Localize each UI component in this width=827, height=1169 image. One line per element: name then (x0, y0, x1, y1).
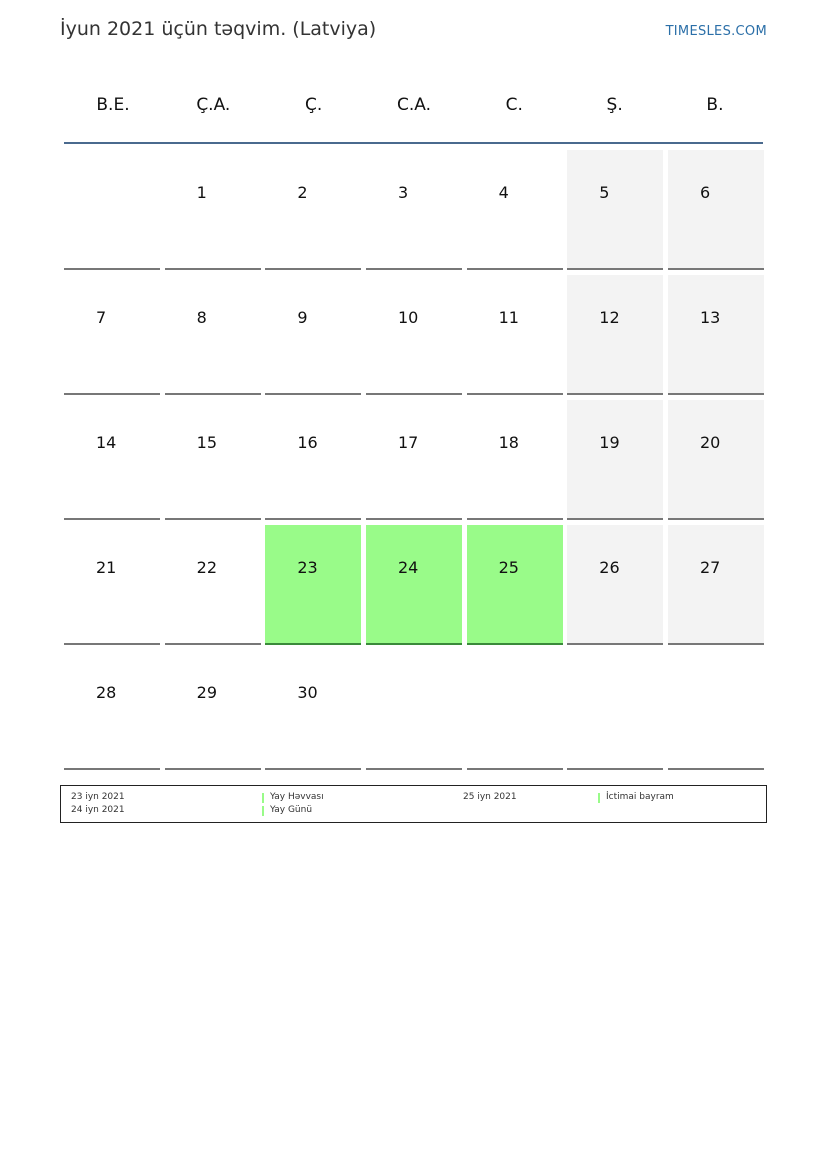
day-cell (366, 150, 462, 270)
holiday-legend (60, 785, 767, 823)
day-number: 28 (96, 683, 117, 702)
legend-date: 23 iyn 2021 (71, 792, 125, 802)
day-number: 13 (699, 308, 721, 327)
day-number: 15 (196, 433, 218, 452)
legend-date: 24 iyn 2021 (71, 805, 125, 815)
day-number: 27 (699, 558, 721, 577)
legend-holiday-name: Yay Günü (270, 805, 313, 815)
day-number: 22 (196, 558, 218, 577)
day-cell (265, 275, 361, 395)
day-number: 20 (699, 433, 721, 452)
day-number: 8 (196, 308, 207, 327)
day-cell (165, 400, 261, 520)
day-number: 16 (297, 433, 318, 452)
day-cell (668, 400, 764, 520)
day-number: 24 (397, 558, 419, 577)
legend-color-marker (262, 793, 264, 803)
weekday-label: Ç.A. (196, 95, 231, 115)
day-cell (366, 400, 462, 520)
brand-link[interactable]: TIMESLES.COM (665, 24, 767, 39)
weekday-label: C. (505, 95, 523, 115)
day-number: 23 (297, 558, 318, 577)
calendar-week (64, 275, 764, 395)
day-cell (467, 275, 563, 395)
day-number: 19 (599, 433, 620, 452)
weekday-label: B.E. (96, 95, 130, 115)
weekday-label: C.A. (396, 95, 431, 115)
day-cell (265, 150, 361, 270)
day-cell (265, 400, 361, 520)
header-divider (64, 142, 763, 144)
day-cell (567, 150, 663, 270)
legend-date: 25 iyn 2021 (463, 792, 517, 802)
day-number: 25 (498, 558, 519, 577)
empty-day-cell (567, 650, 663, 770)
day-number: 3 (397, 183, 409, 202)
day-cell (668, 525, 764, 645)
day-cell (567, 525, 663, 645)
legend-color-marker (598, 793, 600, 803)
calendar-week (64, 650, 764, 770)
day-number: 18 (498, 433, 519, 452)
empty-day-cell (64, 150, 160, 270)
day-cell (64, 525, 160, 645)
day-number: 6 (699, 183, 711, 202)
day-number: 2 (297, 183, 308, 202)
empty-day-cell (366, 650, 462, 770)
day-number: 4 (498, 183, 509, 202)
day-number: 1 (196, 183, 207, 202)
day-number: 9 (297, 308, 308, 327)
weekday-label: Ç. (305, 95, 323, 115)
empty-day-cell (467, 650, 563, 770)
day-number: 29 (196, 683, 218, 702)
calendar-week (64, 150, 764, 270)
legend-holiday-name: İctimai bayram (606, 792, 674, 802)
day-number: 26 (599, 558, 620, 577)
day-cell (64, 400, 160, 520)
day-cell (64, 275, 160, 395)
empty-day-cell (668, 650, 764, 770)
calendar-grid (64, 150, 764, 775)
day-cell (165, 150, 261, 270)
day-cell (668, 150, 764, 270)
day-number: 5 (599, 183, 610, 202)
weekday-label: Ş. (606, 95, 623, 115)
calendar-week (64, 400, 764, 520)
day-cell (467, 400, 563, 520)
day-cell (366, 275, 462, 395)
day-cell (165, 275, 261, 395)
day-number: 11 (498, 308, 519, 327)
day-number: 21 (96, 558, 117, 577)
day-number: 12 (599, 308, 620, 327)
day-number: 10 (397, 308, 419, 327)
calendar-week (64, 525, 764, 645)
holiday-day-cell (265, 525, 361, 645)
legend-holiday-name: Yay Həvvası (270, 792, 324, 802)
page-title: İyun 2021 üçün təqvim. (Latviya) (60, 18, 377, 40)
day-cell (64, 650, 160, 770)
holiday-day-cell (467, 525, 563, 645)
day-cell (567, 275, 663, 395)
day-number: 17 (397, 433, 419, 452)
day-cell (668, 275, 764, 395)
day-cell (265, 650, 361, 770)
day-number: 30 (297, 683, 318, 702)
day-number: 14 (96, 433, 117, 452)
legend-color-marker (262, 806, 264, 816)
day-cell (567, 400, 663, 520)
holiday-day-cell (366, 525, 462, 645)
weekday-header (65, 90, 763, 120)
day-cell (467, 150, 563, 270)
day-cell (165, 525, 261, 645)
day-number: 7 (96, 308, 107, 327)
day-cell (165, 650, 261, 770)
weekday-label: B. (706, 95, 724, 115)
